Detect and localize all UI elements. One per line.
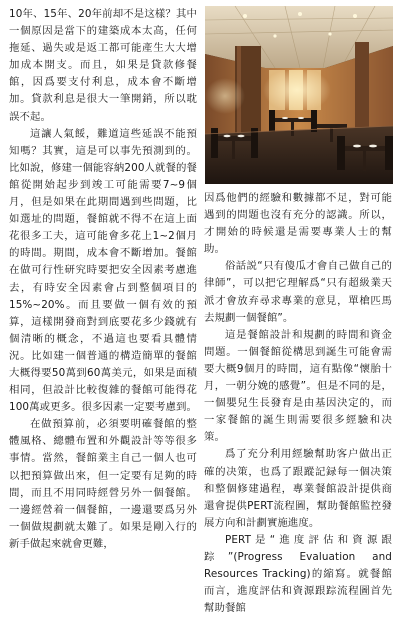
paragraph: 10年、15年、20年前却不是这樣？其中一個原因是當下的建築成本太高，任何拖延、過失或是返工都可能產生大大增加成本開支。而且，如果是貸款修餐館，因爲要支付利息，成本會不斷增加。貸款利息是很大一筆開銷，所以耽誤不起。 — [9, 8, 197, 123]
restaurant-interior-photo — [205, 6, 393, 184]
paragraph: 爲了充分利用經驗幫助客户做出正確的决策，也爲了跟蹤記録每一個决策和整個修建過程，專業餐館設計提供商還會提供PERT流程圖，幫助餐館監控發展方向和計劃實施進度。 — [204, 448, 392, 529]
paragraph: 在做預算前，必須要明確餐館的整體風格、總體布置和外觀設計等等很多事情。當然，餐館業主自己一個人也可以把預算做出來，但一定要有足夠的時間，而且不用同時經營另外一個餐館。一邊經營着一個餐館，一邊還要爲另外一個做規劃就太難了。如果是剛入行的新手做起來就會更難， — [9, 418, 197, 550]
paragraph: PERT是“進度評估和資源跟踪”(Progress Evaluation and Resources Tracking)的縮寫。就餐館而言，進度評估和資源跟踪流程圖首先幫助餐館 — [204, 533, 392, 615]
paragraph: 俗話説“只有傻瓜才會自己做自己的律師”，可以把它理解爲“只有超級業天派才會放弃尋求專業的意見，單槍匹馬去規劃一個餐館”。 — [204, 260, 392, 324]
left-text-column — [9, 6, 197, 553]
right-text-column — [204, 190, 392, 617]
paragraph: 因爲他們的經驗和數據都不足，對可能遇到的問題也沒有充分的認識。所以，才開始的時候還是需要專業人士的幫助。 — [204, 192, 392, 256]
paragraph: 這是餐館設計和規劃的時間和資金問題。一個餐館從構思到誕生可能會需要大概9個月的時間，這有點像“懷胎十月，一朝分娩的感覺”。但是不同的是，一個嬰兒生長發育是由基因決定的，而一家餐館的誕生則需要很多經驗和决策。 — [204, 328, 392, 444]
paragraph: 這讓人氣餒，難道這些延誤不能預知嗎？其實，這是可以事先預測到的。比如說，修建一個能容納200人就餐的餐館從開始起步到竣工可能需要7~9個月，但是如果在此期間遇到些問題，比如選址的問題，餐館就不得不在這上面花很多工夫，這可能會多花上1~2個月的時間。期間，成本會不斷增加。餐館在做可行性研究時要把安全因素考慮進去，有時安全因素會占到整個項目的15%~20%。而且要做一個有效的預算，這樣開發商對到底要花多少錢就有個清晰的概念，不過這也要看具體情況。比如建一個普通的構造簡單的餐館大概得要50萬到60萬美元，如果是面積相同，但設計比較復雜的餐館可能得花100萬或更多。很多因素一定要考慮到。 — [9, 127, 197, 414]
